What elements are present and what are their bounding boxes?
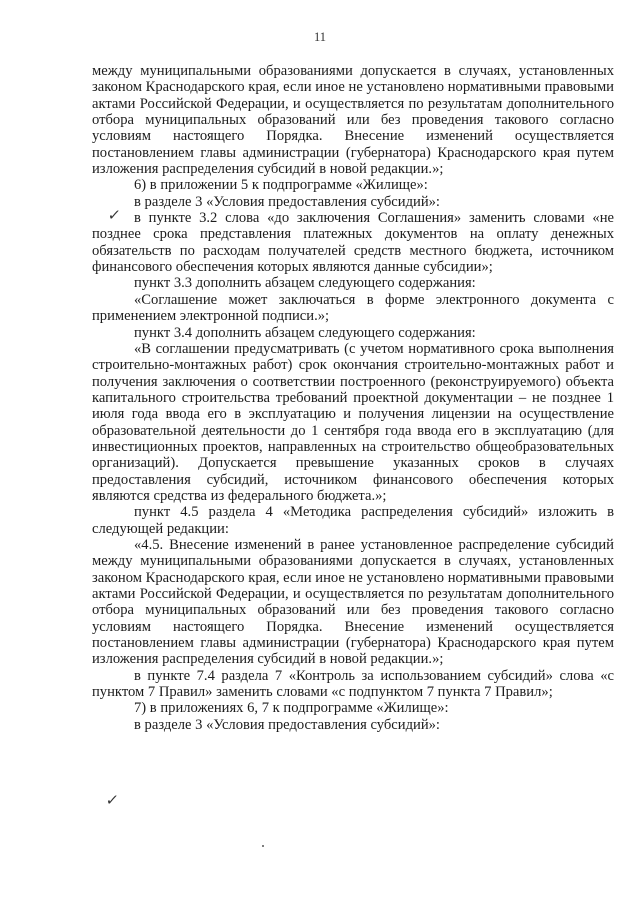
paragraph: между муниципальными образованиями допускается в случаях, установленных законом Краснодарского края, если иное не установлено нормативными правовыми актами Российской Федерации, и осуществляется по результатам дополнительного отбора муниципальных образований или без проведения такового согласно условиям настоящего Порядка. Внесение изменений осуществляется постановлением главы администрации (губернатора) Краснодарского края путем изложения распределения субсидий в новой редакции.»; (92, 63, 614, 178)
paragraph: пункт 3.4 дополнить абзацем следующего содержания: (134, 324, 476, 341)
paragraph: «В соглашении предусматривать (с учетом нормативного срока выполнения строительно-монтажных работ) срок окончания строительно-монтажных работ и получения заключения о соответствии построенного (реконструируемого) объекта капитального строительства требований проектной документации – не позднее 1 июля года ввода его в эксплуатацию и получения лицензии на осуществление образовательной деятельности до 1 сентября года ввода его в эксплуатацию (для инвестиционных проектов, направленных на строительство общеобразовательных организаций). Допускается превышение указанных сроков в случаях предоставления субсидий, источником финансового обеспечения которых являются средства из федерального бюджета.»; (92, 340, 614, 504)
paragraph: пункт 4.5 раздела 4 «Методика распределения субсидий» изложить в следующей редакции: (92, 504, 614, 537)
paragraph: «4.5. Внесение изменений в ранее установленное распределение субсидий между муниципальными образованиями допускается в случаях, установленных законом Краснодарского края, если иное не установлено нормативными правовыми актами Российской Федерации, и осуществляется по результатам дополнительного отбора муниципальных образований или без проведения такового согласно условиям настоящего Порядка. Внесение изменений осуществляется постановлением главы администрации (губернатора) Краснодарского края путем изложения распределения субсидий в новой редакции.»; (92, 536, 614, 668)
check-mark-icon: ✓ (106, 206, 122, 224)
paragraph: «Соглашение может заключаться в форме электронного документа с применением электронной подписи.»; (92, 291, 614, 325)
paragraph: в разделе 3 «Условия предоставления субсидий»: (134, 193, 440, 210)
paragraph: пункт 3.3 дополнить абзацем следующего содержания: (134, 275, 476, 292)
check-mark-icon: ✓ (104, 791, 120, 809)
document-body (92, 63, 614, 733)
paragraph: в разделе 3 «Условия предоставления субсидий»: (134, 716, 440, 733)
paragraph-item-7: 7) в приложениях 6, 7 к подпрограмме «Жилище»: (134, 700, 449, 717)
page-number: 11 (313, 30, 327, 44)
scan-speck (262, 845, 264, 847)
paragraph: в пункте 3.2 слова «до заключения Соглашения» заменить словами «не позднее срока представления платежных документов на оплату денежных обязательств по расходам получателей средств местного бюджета, источником финансового обеспечения которых являются данные субсидии»; (92, 210, 614, 276)
paragraph-item-6: 6) в приложении 5 к подпрограмме «Жилище»: (134, 177, 428, 194)
paragraph: в пункте 7.4 раздела 7 «Контроль за использованием субсидий» слова «с пунктом 7 Правил» заменить словами «с подпунктом 7 пункта 7 Правил»; (92, 667, 614, 701)
